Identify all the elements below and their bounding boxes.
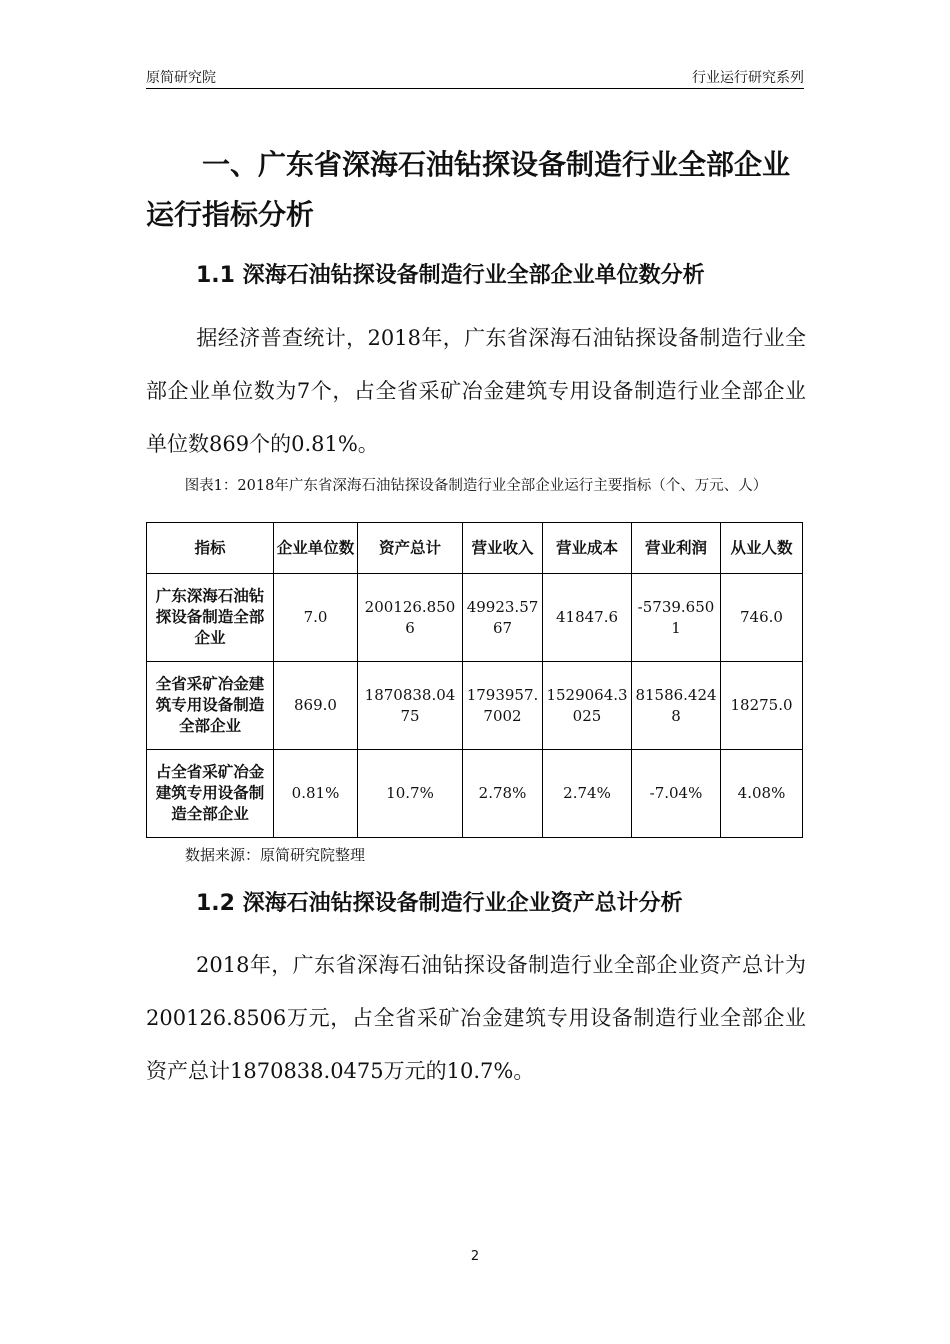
- table-row: [147, 574, 803, 662]
- section-2-paragraph: [146, 939, 806, 1098]
- heading-1-text: 一、广东省深海石油钻探设备制造行业全部企业运行指标分析: [146, 148, 791, 231]
- table-cell: 869.0: [274, 662, 358, 750]
- header-cell: 营业收入: [463, 523, 543, 574]
- table-cell: 7.0: [274, 574, 358, 662]
- row-label: 全省采矿冶金建筑专用设备制造全部企业: [147, 662, 274, 750]
- section-2-paragraph-text: 2018年，广东省深海石油钻探设备制造行业全部企业资产总计为200126.8506万元，占全省采矿冶金建筑专用设备制造行业全部企业资产总计1870838.0475万元的10.7%。: [146, 953, 806, 1083]
- table-cell: 1529064.3025: [543, 662, 632, 750]
- section-1-paragraph: [146, 312, 806, 471]
- header-divider: [146, 88, 804, 89]
- header-cell: 资产总计: [358, 523, 463, 574]
- table-cell: 2.78%: [463, 750, 543, 838]
- table-cell: 1793957.7002: [463, 662, 543, 750]
- table-cell: 41847.6: [543, 574, 632, 662]
- table-cell: 0.81%: [274, 750, 358, 838]
- heading-1: [146, 140, 806, 240]
- table-cell: 200126.8506: [358, 574, 463, 662]
- table-cell: 18275.0: [721, 662, 803, 750]
- table-cell: -5739.6501: [632, 574, 721, 662]
- table-cell: 49923.5767: [463, 574, 543, 662]
- table-cell: 81586.4248: [632, 662, 721, 750]
- row-label: 占全省采矿冶金建筑专用设备制造全部企业: [147, 750, 274, 838]
- header-right: 行业运行研究系列: [692, 70, 804, 86]
- indicator-table: [146, 522, 803, 838]
- table-cell: 746.0: [721, 574, 803, 662]
- table-cell: 2.74%: [543, 750, 632, 838]
- header-cell: 营业利润: [632, 523, 721, 574]
- table-caption: 图表1：2018年广东省深海石油钻探设备制造行业全部企业运行主要指标（个、万元、人）: [184, 478, 768, 494]
- row-label: 广东深海石油钻探设备制造全部企业: [147, 574, 274, 662]
- section-1-paragraph-text: 据经济普查统计，2018年，广东省深海石油钻探设备制造行业全部企业单位数为7个，占全省采矿冶金建筑专用设备制造行业全部企业单位数869个的0.81%。: [146, 326, 806, 456]
- header-cell: 从业人数: [721, 523, 803, 574]
- section-1-title: 1.1 深海石油钻探设备制造行业全部企业单位数分析: [196, 263, 705, 288]
- section-2-title: 1.2 深海石油钻探设备制造行业企业资产总计分析: [196, 891, 683, 916]
- header-cell: 指标: [147, 523, 274, 574]
- table-row: [147, 750, 803, 838]
- page-number: 2: [470, 1249, 480, 1264]
- table-cell: -7.04%: [632, 750, 721, 838]
- header-left: 原简研究院: [146, 70, 216, 86]
- header-cell: 企业单位数: [274, 523, 358, 574]
- table-header-row: [147, 523, 803, 574]
- header-cell: 营业成本: [543, 523, 632, 574]
- table-cell: 4.08%: [721, 750, 803, 838]
- table-source: 数据来源：原简研究院整理: [185, 846, 366, 864]
- table-cell: 10.7%: [358, 750, 463, 838]
- table-row: [147, 662, 803, 750]
- table-cell: 1870838.0475: [358, 662, 463, 750]
